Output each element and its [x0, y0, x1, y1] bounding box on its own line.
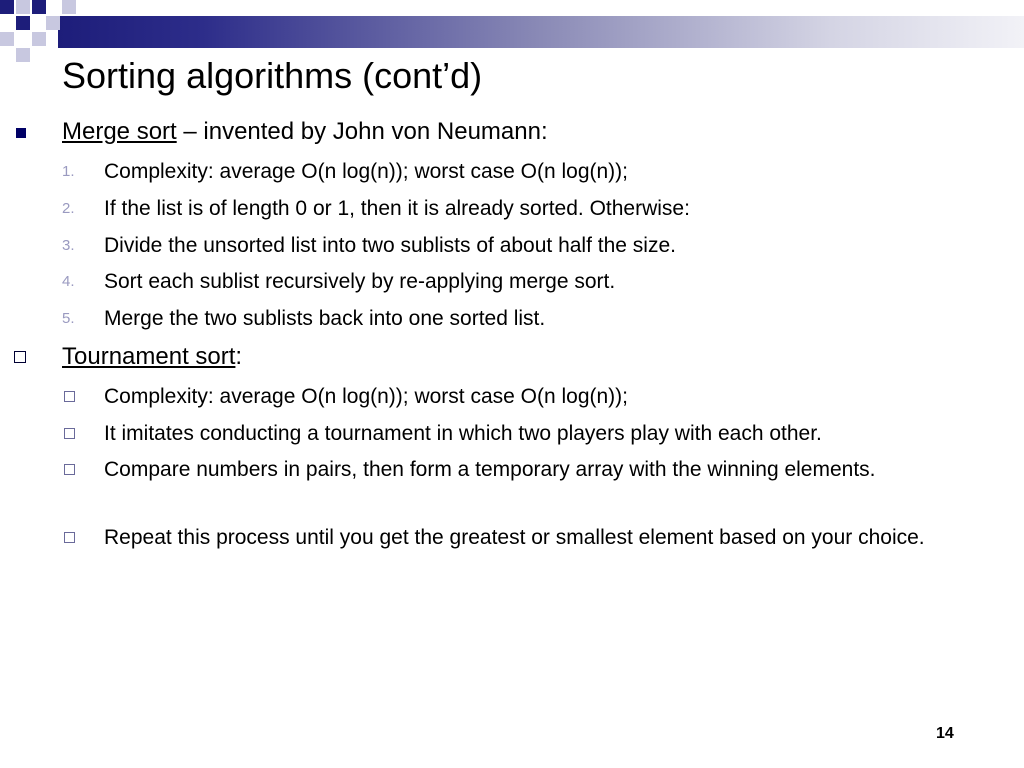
list-item: It imitates conducting a tournament in which two players play with each other. — [104, 422, 822, 445]
merge-sort-heading — [62, 117, 548, 147]
list-item: Complexity: average O(n log(n)); worst case O(n log(n)); — [104, 385, 629, 408]
deco-square — [32, 32, 46, 46]
tournament-sort-link[interactable]: Tournament sort — [62, 343, 236, 370]
list-item: Repeat this process until you get the greatest or smallest element based on your choice. — [104, 526, 925, 549]
deco-square — [0, 32, 14, 46]
list-number: 1. — [62, 163, 75, 180]
square-bullet-icon — [16, 128, 26, 138]
hollow-square-bullet-icon — [14, 351, 26, 363]
list-item: Merge the two sublists back into one sorted list. — [104, 307, 546, 330]
deco-square — [46, 16, 60, 30]
list-item: Sort each sublist recursively by re-applying merge sort. — [104, 270, 616, 293]
deco-square — [16, 16, 30, 30]
list-item: Complexity: average O(n log(n)); worst case O(n log(n)); — [104, 160, 629, 183]
tournament-sort-colon: : — [235, 343, 243, 370]
header-gradient-band — [58, 16, 1024, 48]
checkbox-bullet-icon — [64, 391, 75, 402]
tournament-sort-heading — [62, 342, 242, 372]
list-item: Compare numbers in pairs, then form a temporary array with the winning elements. — [104, 458, 876, 481]
list-number: 3. — [62, 237, 75, 254]
list-number: 2. — [62, 200, 75, 217]
deco-square — [16, 48, 30, 62]
list-number: 4. — [62, 273, 75, 290]
checkbox-bullet-icon — [64, 532, 75, 543]
checkbox-bullet-icon — [64, 464, 75, 475]
page-number: 14 — [936, 725, 954, 742]
list-item: Divide the unsorted list into two sublists of about half the size. — [104, 234, 676, 257]
slide-title: Sorting algorithms (cont’d) — [62, 55, 483, 96]
list-item: If the list is of length 0 or 1, then it is already sorted. Otherwise: — [104, 197, 690, 220]
deco-square — [16, 0, 30, 14]
deco-square — [32, 0, 46, 14]
deco-square — [62, 0, 76, 14]
merge-sort-link[interactable]: Merge sort — [62, 118, 177, 145]
deco-square — [0, 0, 14, 14]
merge-sort-description: – invented by John von Neumann: — [176, 118, 548, 145]
checkbox-bullet-icon — [64, 428, 75, 439]
list-number: 5. — [62, 310, 75, 327]
